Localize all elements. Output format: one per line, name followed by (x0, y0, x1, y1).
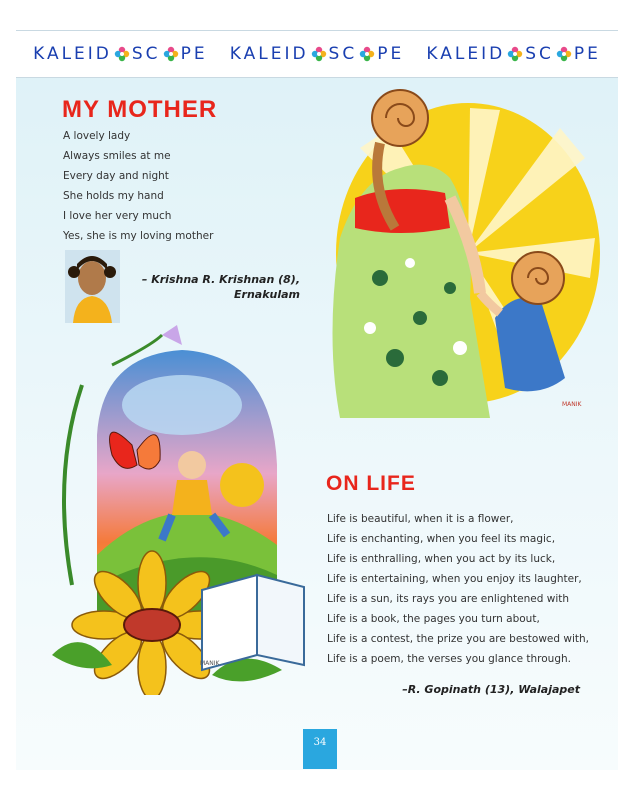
poem-line: Life is beautiful, when it is a flower, (327, 513, 514, 525)
banner-text: PE (573, 44, 601, 64)
banner-text: KALEID (426, 44, 506, 64)
poem-on-life-body (327, 509, 607, 669)
poem-title-on-life: ON LIFE (326, 472, 416, 495)
credit-name: – Krishna R. Krishnan (8), (141, 273, 300, 286)
banner-text: PE (180, 44, 208, 64)
flower-icon (114, 46, 130, 62)
banner-text: SC (328, 44, 358, 64)
poem-line: Life is a poem, the verses you glance through. (327, 653, 571, 665)
author-photo (65, 250, 120, 323)
flower-icon (163, 46, 179, 62)
banner-text: PE (377, 44, 405, 64)
banner-text: SC (131, 44, 161, 64)
poem-my-mother-credit (130, 272, 300, 302)
flower-icon (359, 46, 375, 62)
banner-word (426, 44, 600, 64)
poem-line: I love her very much (63, 210, 172, 222)
page-number: 34 (303, 729, 337, 769)
credit-place: Ernakulam (234, 288, 300, 301)
poem-line: Life is enchanting, when you feel its magic, (327, 533, 556, 545)
flower-icon (556, 46, 572, 62)
poem-line: Life is a sun, its rays you are enlightened with (327, 593, 570, 605)
poem-line: Life is a book, the pages you turn about, (327, 613, 540, 625)
poem-line: Life is a contest, the prize you are bestowed with, (327, 633, 589, 645)
mother-child-illustration (300, 88, 600, 440)
poem-title-my-mother: MY MOTHER (62, 96, 218, 123)
artist-signature: MANIK (200, 660, 220, 667)
banner-word (33, 44, 207, 64)
banner-text: KALEID (33, 44, 112, 64)
poem-line: Life is entertaining, when you enjoy its laughter, (327, 573, 582, 585)
flower-icon (507, 46, 523, 62)
banner-text: SC (525, 44, 554, 64)
poem-my-mother-body (63, 126, 283, 246)
poem-line: A lovely lady (63, 130, 131, 142)
banner-word (230, 44, 404, 64)
poem-line: She holds my hand (63, 190, 164, 202)
poem-on-life-credit: –R. Gopinath (13), Walajapet (402, 683, 580, 696)
banner-text: KALEID (229, 44, 309, 64)
poem-line: Always smiles at me (63, 150, 171, 162)
artist-signature: MANIK (562, 401, 582, 408)
poem-line: Every day and night (63, 170, 169, 182)
poem-line: Yes, she is my loving mother (63, 230, 214, 242)
poem-line: Life is enthralling, when you act by its luck, (327, 553, 556, 565)
nature-illustration (42, 325, 307, 695)
flower-icon (311, 46, 327, 62)
kaleidoscope-banner (16, 30, 618, 78)
